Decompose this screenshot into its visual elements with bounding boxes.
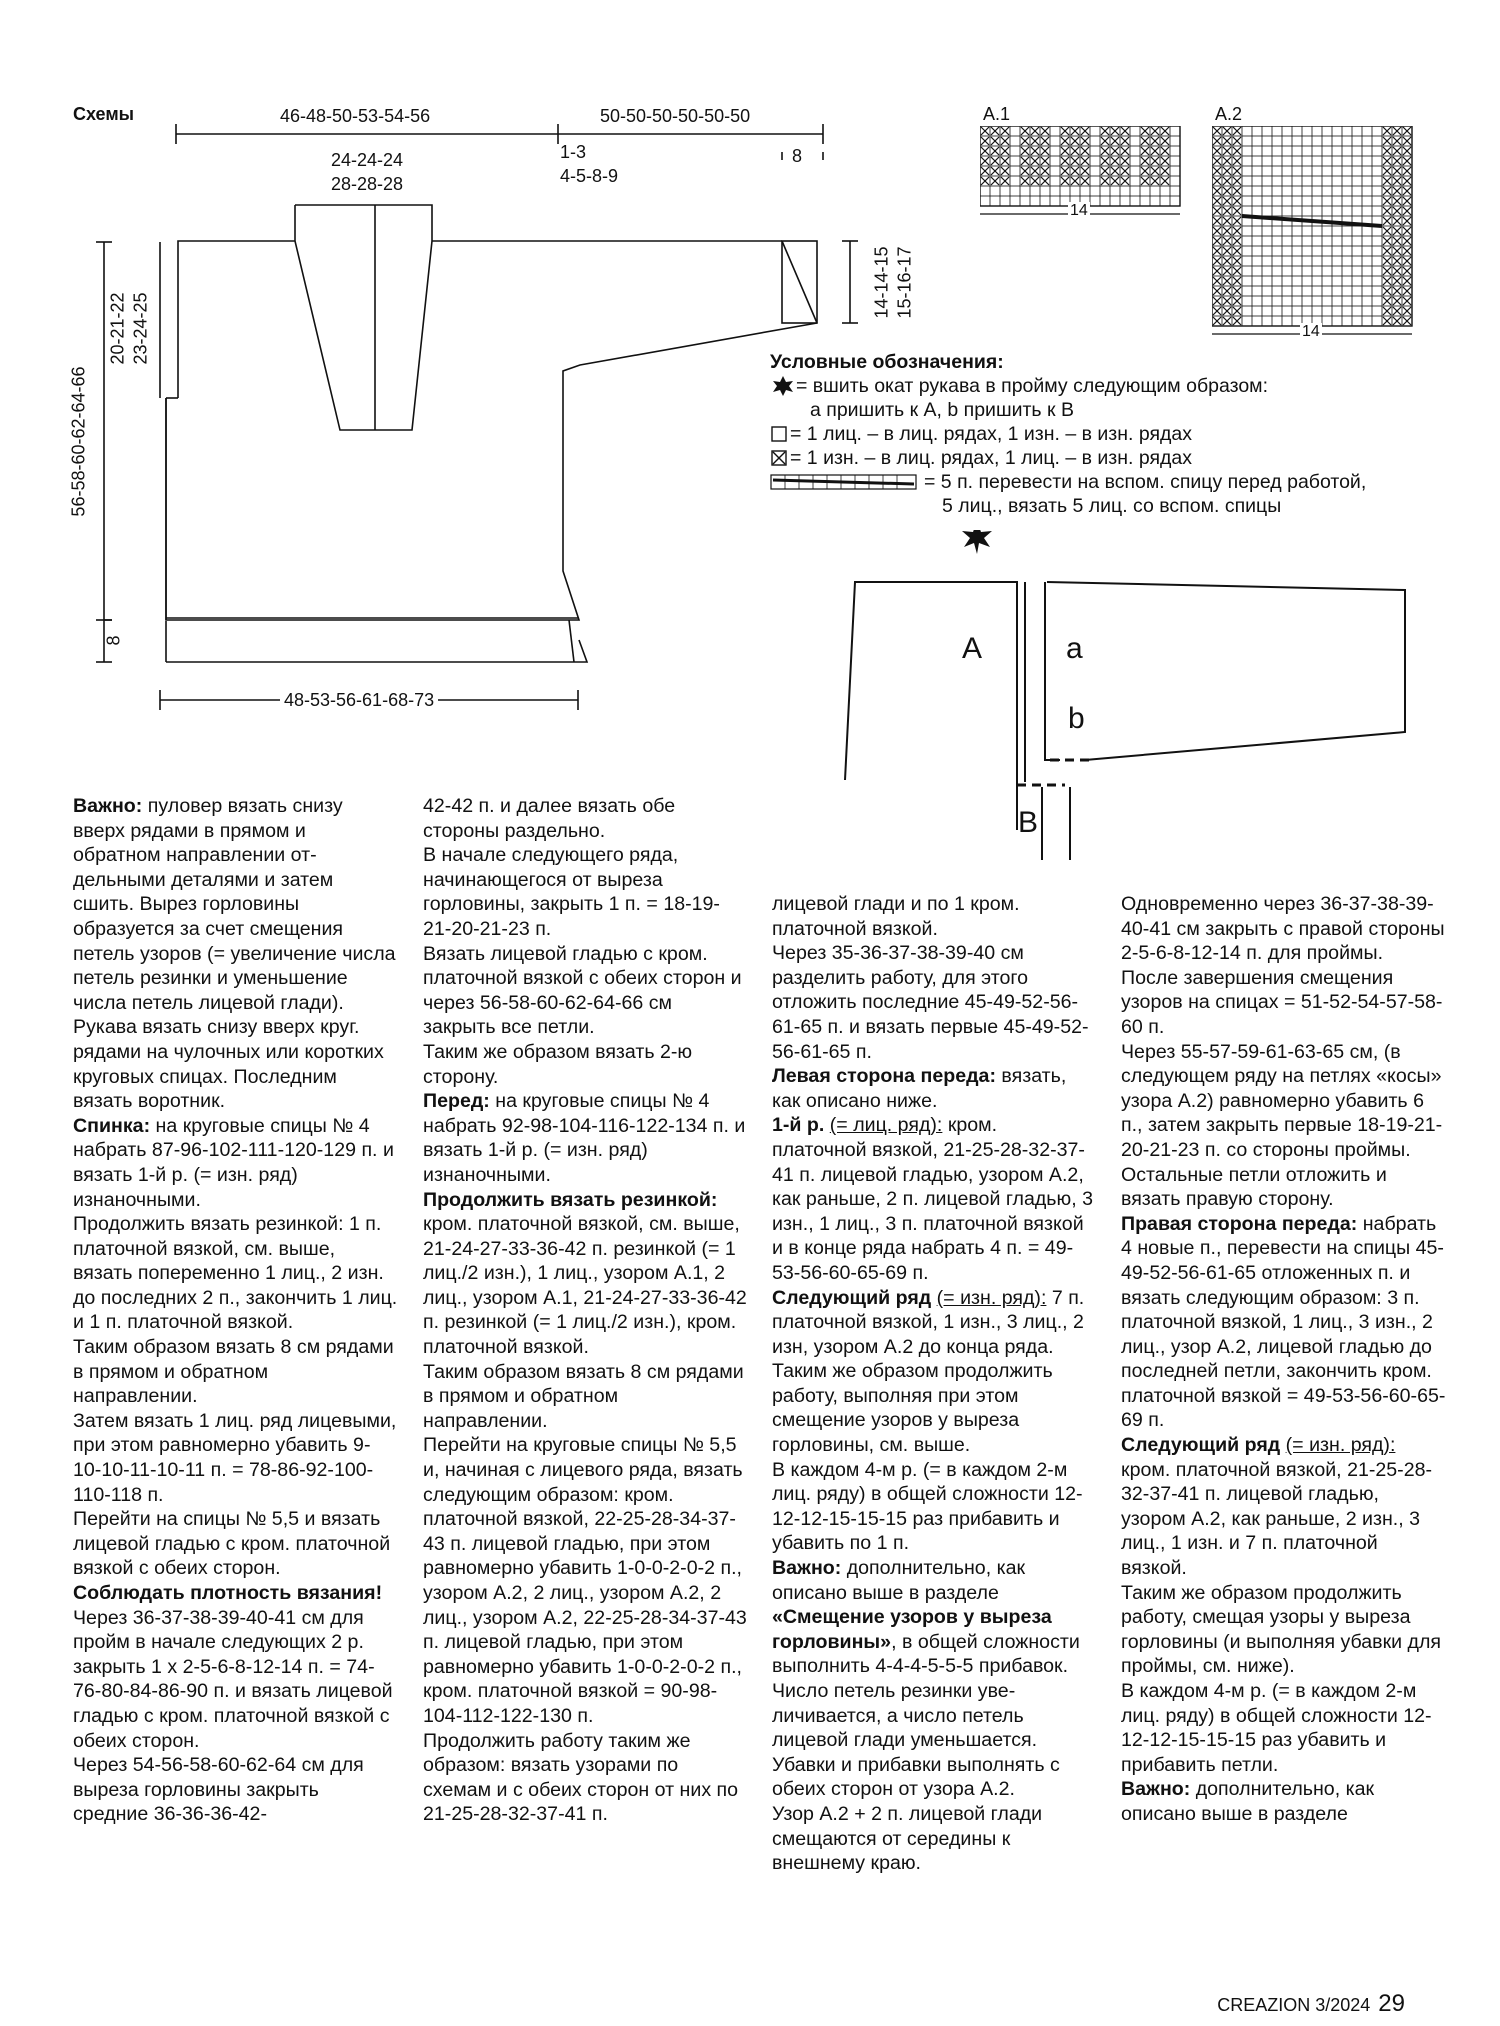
legend <box>770 350 1450 518</box>
star-icon <box>770 375 796 397</box>
page-number: 29 <box>1378 1990 1405 2017</box>
legend-cable-row <box>770 470 1450 494</box>
col3-p8: дополнительно, как описано выше в разделе <box>772 1557 1026 1604</box>
col4-next-row-heading: Следующий ряд <box>1121 1434 1281 1457</box>
col3-p2: Через 35-36-37-38-39-40 см разделить работу, для этого отложить последние 45-49-52-56-61-65 п. и вязать первые 45-49-52-56-61-65 п. <box>772 942 1089 1063</box>
col2-front-heading: Перед: <box>423 1090 490 1113</box>
col3-next-row-type: (= изн. ряд): <box>936 1286 1047 1309</box>
cuff-width-label: 8 <box>792 146 803 166</box>
label-a: a <box>1066 632 1083 665</box>
col4-p1: Одновременно через 36-37-38-39-40-41 см закрыть с правой стороны 2-5-6-8-12-14 п. для проймы. <box>1121 893 1445 965</box>
col2-p2: В начале следующего ряда, начинающегося от выреза горловины, закрыть 1 п. = 18-19-21-20-21-23 п. <box>423 844 720 940</box>
legend-cable-text: = 5 п. перевести на вспом. спицу перед работой, <box>924 471 1367 493</box>
col1-p7: Перейти на спицы № 5,5 и вязать лицевой гладью с кром. платочной вязкой с обеих сторон. <box>73 1508 391 1580</box>
col1-important: Важно: <box>73 795 143 817</box>
col3-left-front-heading: Левая сторона переда: <box>772 1065 996 1088</box>
top-sleeve-width-label: 50-50-50-50-50-50 <box>600 106 751 126</box>
text-column-2 <box>423 794 748 1827</box>
col2-p6: кром. платочной вязкой, см. выше, 21-24-27-33-36-42 п. резинкой (= 1 лиц./2 изн.), 1 лиц., узором A.1, 2 лиц., узором A.1, 21-24-27-33-36-42 п. резинкой (= 1 лиц./2 изн.), кром. платочной вязкой. <box>423 1213 747 1359</box>
col3-p4: кром. платочной вязкой, 21-25-28-32-37-41 п. лицевой гладью, узором A.2, как раньше, 2 п. лицевой гладью, 3 изн., 1 лиц., 3 п. платочной вязкой и в конце ряда набрать 4 п. = 49-53-56-60-65-69 п. <box>772 1114 1094 1284</box>
chart-a1-label: A.1 <box>983 104 1011 124</box>
col2-p1: 42-42 п. и далее вязать обе стороны раздельно. <box>423 795 676 842</box>
legend-x-text: = 1 изн. – в лиц. рядах, 1 лиц. – в изн. рядах <box>790 447 1192 469</box>
label-b: b <box>1068 702 1085 735</box>
total-height-label: 56-58-60-62-64-66 <box>68 366 89 517</box>
star-icon <box>962 530 992 554</box>
col4-p6: кром. платочной вязкой, 21-25-28-32-37-41 п. лицевой гладью, узором A.2, как раньше, 2 изн., 3 лиц., 1 изн. и 7 п. платочной вязкой. <box>1121 1458 1433 1580</box>
col4-next-row-type: (= изн. ряд): <box>1285 1434 1396 1457</box>
col2-p9: Продолжить работу таким же образом: вязать узорами по схемам и с обеих сторон от них по 21-25-28-32-37-41 п. <box>423 1729 739 1826</box>
label-A: A <box>962 632 983 665</box>
col1-gauge-heading: Соблюдать плотность вязания! <box>73 1582 383 1604</box>
col3-p3: вязать, как описано ниже. <box>772 1065 1067 1112</box>
empty-square-icon <box>770 424 790 444</box>
schemes-heading: Схемы <box>73 104 135 124</box>
col1-p6: Затем вязать 1 лиц. ряд лицевыми, при этом равномерно убавить 9-10-10-11-10-11 п. = 78-86-92-100-110-118 п. <box>73 1409 397 1506</box>
raglan-label-2: 4-5-8-9 <box>560 166 619 186</box>
text-column-1 <box>73 794 398 1827</box>
col2-p4: Таким же образом вязать 2-ю сторону. <box>423 1040 693 1088</box>
neck-width-label-2: 28-28-28 <box>331 174 404 194</box>
chart-a2-width: 14 <box>1302 323 1320 340</box>
col3-p9: Число петель резинки увеличивается, а число петель лицевой глади уменьшается. <box>772 1680 1038 1752</box>
col3-next-row-heading: Следующий ряд <box>772 1286 932 1309</box>
col4-important: Важно: <box>1121 1778 1191 1801</box>
col4-p2: После завершения смещения узоров на спицах = 51-52-54-57-58-60 п. <box>1121 966 1443 1038</box>
rib-height-label: 8 <box>103 635 124 646</box>
col1-p9: Через 36-37-38-39-40-41 см для пройм в начале следующих 2 р. закрыть 1 х 2-5-6-8-12-14 п. = 74-76-80-84-86-90 п. и вязать лицевой гладью с кром. платочной вязкой с обеих сторон. <box>73 1606 393 1752</box>
x-square-icon <box>770 448 790 468</box>
col4-p4: Остальные петли отложить и вязать правую сторону. <box>1121 1163 1387 1211</box>
col3-p10: Убавки и прибавки выполнять с обеих сторон от узора A.2. <box>772 1753 1060 1801</box>
top-body-width-label: 46-48-50-53-54-56 <box>280 106 431 126</box>
legend-empty-text: = 1 лиц. – в лиц. рядах, 1 изн. – в изн. рядах <box>790 423 1192 445</box>
col3-p11: Узор A.2 + 2 п. лицевой глади смещаются от середины к внешнему краю. <box>772 1802 1043 1875</box>
legend-star-text: = вшить окат рукава в пройму следующим образом: <box>796 375 1269 397</box>
col3-p8b: , в общей сложности выполнить 4-4-4-5-5-5 прибавок. <box>772 1630 1080 1678</box>
legend-empty-row <box>770 422 1450 446</box>
col2-p7: Таким образом вязать 8 см рядами в прямом и обратном направлении. <box>423 1360 744 1432</box>
col1-back-heading: Спинка: <box>73 1114 151 1137</box>
chart-a2-label: A.2 <box>1215 104 1243 124</box>
col2-p5: на круговые спицы № 4 набрать 92-98-104-116-122-134 п. и вязать 1-й р. (= изн. ряд) изнаночными. <box>423 1090 746 1186</box>
bottom-width-label: 48-53-56-61-68-73 <box>280 690 438 711</box>
label-B: B <box>1018 806 1039 839</box>
col1-p1: пуловер вязать снизу вверх рядами в прямом и обратном направлении отдельными деталями и затем сшить. Вырез горловины образуется за счет смещения петель узоров (= увеличение числа петель резинки и уменьшение числа петель лицевой глади). <box>73 795 396 1014</box>
col4-right-front-heading: Правая сторона переда: <box>1121 1212 1358 1235</box>
chart-a2 <box>1212 126 1427 341</box>
magazine-issue: CREAZION 3/2024 <box>1217 1995 1371 2015</box>
col3-p5: 7 п. платочной вязкой, 1 изн., 3 лиц., 2 изн, узором A.2 до конца ряда. <box>772 1286 1085 1358</box>
legend-star-row <box>770 374 1450 398</box>
page-footer <box>1217 1990 1405 2018</box>
col3-p1: лицевой глади и по 1 кром. платочной вязкой. <box>772 893 1020 940</box>
raglan-label-1: 1-3 <box>560 142 587 162</box>
col1-p5: Таким образом вязать 8 см рядами в прямом и обратном направлении. <box>73 1336 394 1408</box>
col2-p8: Перейти на круговые спицы № 5,5 и, начиная с лицевого ряда, вязать следующим образом: кром. платочной вязкой, 22-25-28-34-37-43 п. лицевой гладью, при этом равномерно убавить 1-0-0-2-0-2 п., узором A.2, 2 лиц., узором A.2, 2 лиц., узором A.2, 22-25-28-34-37-43 п. лицевой гладью, при этом равномерно убавить 1-0-0-2-0-2 п., кром. платочной вязкой = 90-98-104-112-122-130 п. <box>423 1434 747 1727</box>
armhole-height-label-1: 20-21-22 <box>107 292 128 365</box>
legend-title: Условные обозначения: <box>770 351 1004 373</box>
col4-p3: Через 55-57-59-61-63-65 см, (в следующем ряду на петлях «косы» узора A.2) равномерно убавить 6 п., затем закрыть первые 18-19-21-20-21-23 п. со стороны проймы. <box>1121 1040 1443 1161</box>
col2-p3: Вязать лицевой гладью с кром. платочной вязкой с обеих сторон и через 56-58-60-62-64-66 см закрыть все петли. <box>423 942 742 1039</box>
col4-p7: Таким же образом продолжить работу, смещая узоры у выреза горловины (и выполняя убавки для проймы, см. ниже). <box>1121 1581 1442 1678</box>
col3-row1-heading: 1-й р. <box>772 1114 825 1137</box>
cuff-height-label-2: 15-16-17 <box>894 246 915 319</box>
col1-p3: на круговые спицы № 4 набрать 87-96-102-111-120-129 п. и вязать 1-й р. (= изн. ряд) изнаночными. <box>73 1114 394 1211</box>
col3-important: Важно: <box>772 1557 842 1580</box>
legend-star-text-2: a пришить к A, b пришить к B <box>810 399 1074 421</box>
legend-cable-text-2: 5 лиц., вязать 5 лиц. со вспом. спицы <box>942 495 1282 517</box>
col3-p7: В каждом 4-м р. (= в каждом 2-м лиц. ряду) в общей сложности 12-12-12-15-15-15 раз прибавить и убавить по 1 п. <box>772 1458 1083 1555</box>
col4-p9: дополнительно, как описано выше в разделе <box>1121 1778 1375 1825</box>
col1-p2: Рукава вязать снизу вверх круг. рядами на чулочных или коротких круговых спицах. Последним вязать воротник. <box>73 1016 384 1113</box>
cuff-height-label-1: 14-14-15 <box>871 246 892 319</box>
col1-p10: Через 54-56-58-60-62-64 см для выреза горловины закрыть средние 36-36-36-42- <box>73 1754 364 1826</box>
col4-p8: В каждом 4-м р. (= в каждом 2-м лиц. ряду) в общей сложности 12-12-12-15-15-15 раз убавить и прибавить петли. <box>1121 1680 1432 1776</box>
col4-p5: набрать 4 новые п., перевести на спицы 45-49-52-56-61-65 отложенных п. и вязать следующим образом: 3 п. платочной вязкой, 1 лиц., 3 изн., 2 лиц., узор A.2, лицевой гладью до последней петли, закончить кром. платочной вязкой = 49-53-56-60-65-69 п. <box>1121 1212 1446 1432</box>
col1-p4: Продолжить вязать резинкой: 1 п. платочной вязкой, см. выше, вязать попеременно 1 лиц., 2 изн. до последних 2 п., закончить 1 лиц. и 1 п. платочной вязкой. <box>73 1213 398 1334</box>
neck-width-label-1: 24-24-24 <box>331 150 404 170</box>
chart-a1-width: 14 <box>1070 202 1088 219</box>
sleeve-attach-diagram <box>840 530 1460 860</box>
text-column-3 <box>772 892 1097 1876</box>
armhole-height-label-2: 23-24-25 <box>130 292 151 365</box>
legend-x-row <box>770 446 1450 470</box>
cable-icon <box>770 472 920 492</box>
col2-rib-heading: Продолжить вязать резинкой: <box>423 1188 718 1211</box>
col3-shift-heading: «Смещение узоров у выреза горловины» <box>772 1606 1052 1653</box>
col3-p6: Таким же образом продолжить работу, выполняя при этом смещение узоров у выреза горловины, см. выше. <box>772 1360 1053 1457</box>
col3-row1-type: (= лиц. ряд): <box>829 1114 943 1137</box>
text-column-4 <box>1121 892 1446 1827</box>
